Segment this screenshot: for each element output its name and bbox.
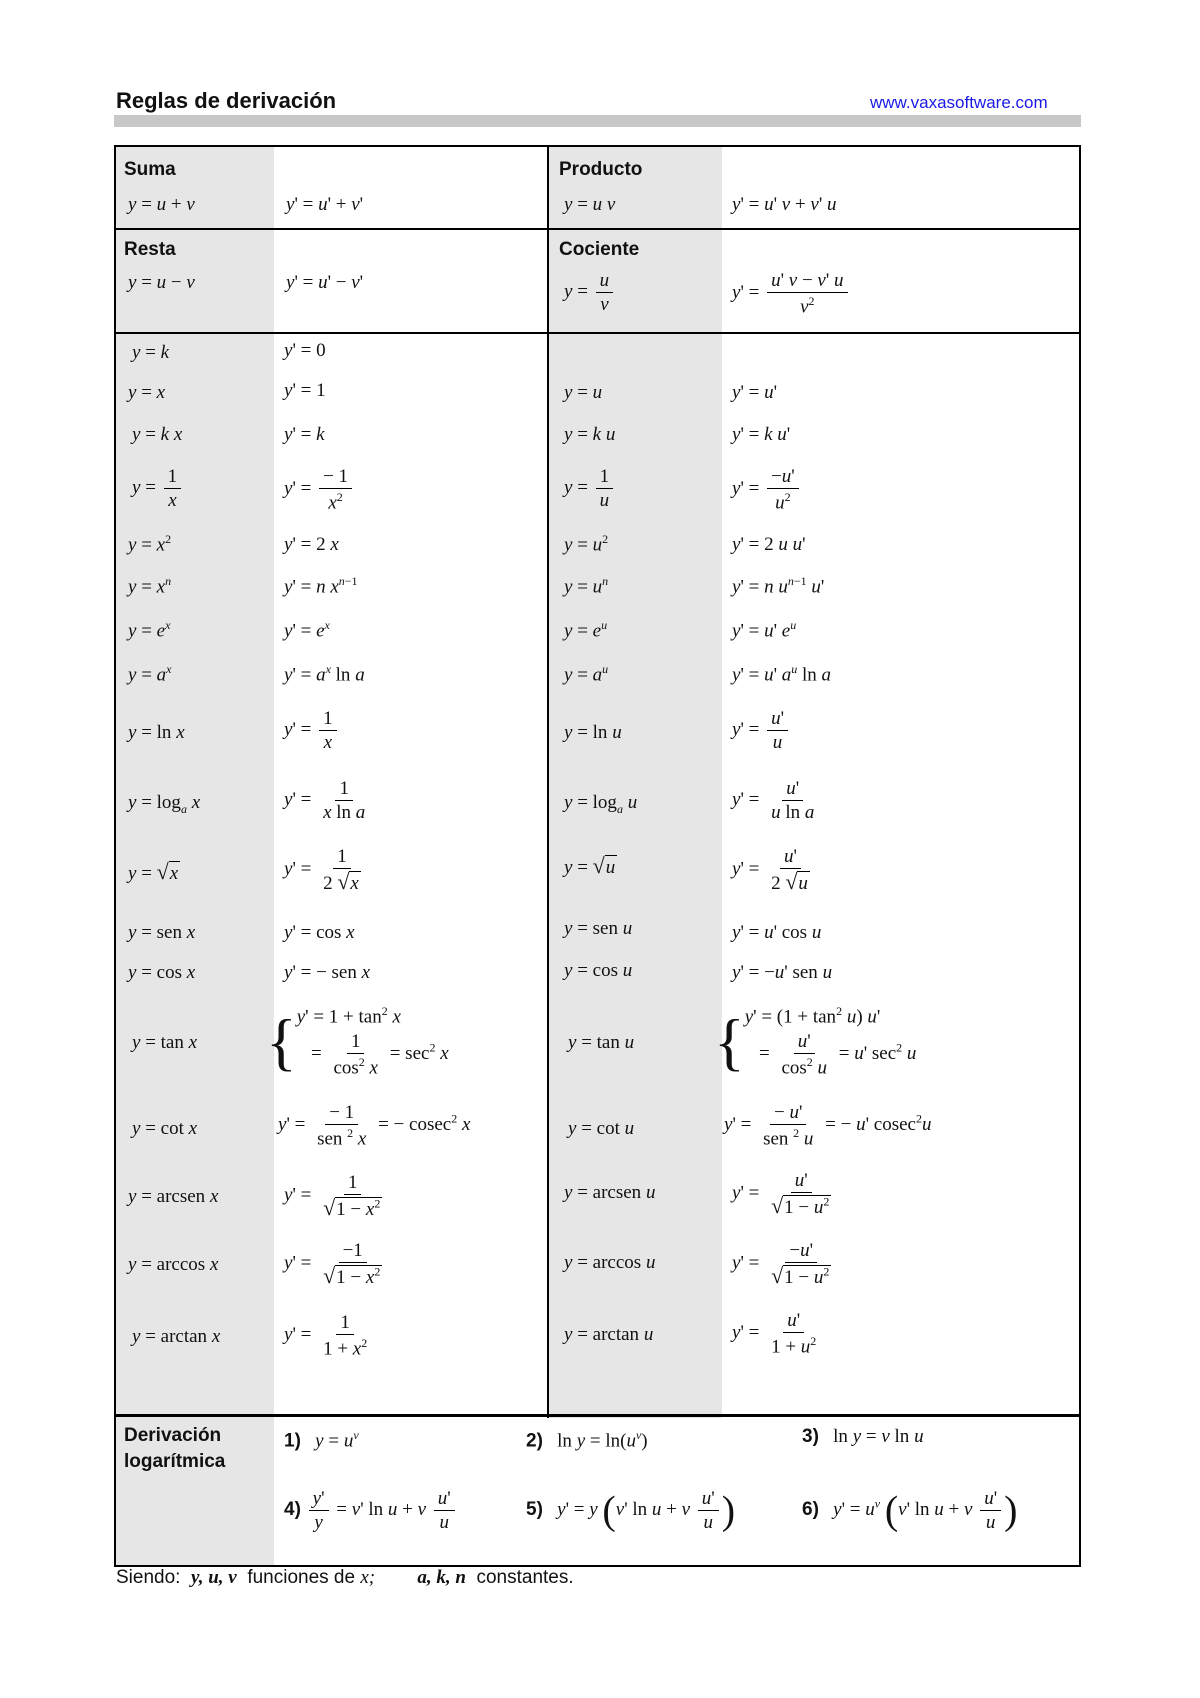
footer-functions: y, u, v — [191, 1567, 237, 1588]
footer-constants: a, k, n — [417, 1567, 466, 1588]
chain-arccos: y = arccos u — [564, 1252, 656, 1273]
chain-power-derivative: y' = n $u^{n-1}$ u' — [732, 574, 825, 598]
rule-cos: y = cos x — [128, 962, 196, 983]
chain-identity-derivative: y' = u' — [732, 382, 778, 403]
rule-power: $y = x^n$ — [128, 574, 172, 598]
rule-kx-derivative: y' = k — [284, 424, 325, 445]
chain-arcsin-derivative: y' = $\frac{u'}{√1 - u^2}$ — [732, 1170, 830, 1218]
log-step-5: 5) y' = y (v' ln u + v $\frac{u'}{u}$ ) — [526, 1487, 736, 1533]
rule-reciprocal: y = $\frac{1}{x}$ — [132, 467, 184, 510]
chain-arctan: y = arctan u — [564, 1324, 654, 1345]
rule-arctan: y = arctan x — [132, 1326, 221, 1347]
row-divider-1 — [116, 228, 1079, 230]
rule-sin-derivative: y' = cos x — [284, 922, 355, 943]
quotient-derivative: y' = $\frac{u' v - v' u}{v^2}$ — [732, 271, 851, 316]
chain-sqrt: y = √u — [564, 853, 616, 878]
quotient-heading: Cociente — [559, 239, 640, 260]
rule-cos-derivative: y' = − sen x — [284, 962, 371, 983]
chain-square-derivative: y' = 2 u u' — [732, 534, 806, 555]
rule-log: $y = \log_a x$ — [128, 792, 201, 816]
rule-arcsin: y = arcsen x — [128, 1186, 219, 1207]
footer-mid: funciones de — [247, 1567, 356, 1588]
page-title: Reglas de derivación — [116, 88, 337, 113]
left-label-column — [116, 147, 274, 1418]
chain-cot-derivative: y' = $\frac{- u'}{sen ^2 u}$ = − u' cosec$^2$u — [724, 1102, 932, 1150]
rule-arctan-derivative: y' = $\frac{1}{1 + x^2}$ — [284, 1312, 368, 1360]
rule-arcsin-derivative: y' = $\frac{1}{√1 - x^2}$ — [284, 1172, 381, 1220]
log-step-6: 6) $y' = u^v$ (v' ln u + v $\frac{u'}{u}$ ) — [802, 1487, 1018, 1533]
chain-cot: y = cot u — [568, 1118, 635, 1139]
log-step-4: 4) $\frac{y'}{y}$ = v' ln u + v $\frac{u'}{u}$ — [284, 1489, 458, 1532]
row-divider-3 — [116, 1414, 1079, 1417]
chain-log: $y = \log_a u$ — [564, 792, 638, 816]
chain-cos-derivative: y' = −u' sen u — [732, 962, 833, 983]
chain-reciprocal-derivative: y' = $\frac{-u'}{u^2}$ — [732, 467, 802, 512]
chain-sin-derivative: y' = u' cos u — [732, 922, 822, 943]
log-step-2: 2) $\ln y = \ln(u^v)$ — [526, 1428, 648, 1452]
footer-note — [116, 1567, 574, 1589]
chain-sin: y = sen u — [564, 918, 633, 939]
rule-ln-derivative: y' = $\frac{1}{x}$ — [284, 709, 340, 752]
chain-cos: y = cos u — [564, 960, 633, 981]
rule-arccos: y = arccos x — [128, 1254, 219, 1275]
product-derivative: y' = u' v + v' u — [732, 194, 837, 215]
chain-ku: y = k u — [564, 424, 616, 445]
log-diff-heading-1: Derivación — [124, 1425, 222, 1446]
sum-heading: Suma — [124, 159, 176, 180]
chain-ln-derivative: y' = $\frac{u'}{u}$ — [732, 709, 791, 752]
footer-var: x; — [360, 1567, 376, 1588]
center-divider — [547, 147, 549, 1418]
chain-tan: y = tan u — [568, 1032, 635, 1053]
rule-power-derivative: y' = n $x^{n-1}$ — [284, 574, 358, 598]
log-step-3: 3) ln y = v ln u — [802, 1426, 924, 1447]
difference-function: y = u − v — [128, 272, 195, 293]
rule-log-derivative: y' = $\frac{1}{\text{x ln a}}$ — [284, 778, 366, 823]
chain-general-exp: $y = a^u$ — [564, 662, 609, 686]
chain-general-exp-derivative: y' = u' $a^u$ ln a — [732, 662, 832, 686]
rule-identity-derivative: y' = 1 — [284, 380, 326, 401]
header-rule — [114, 115, 1081, 127]
rule-sqrt-derivative: y' = $\frac{1}{2 √x}$ — [284, 846, 359, 894]
chain-log-derivative: y' = $\frac{u'}{\text{u ln a}}$ — [732, 778, 815, 823]
rule-ln: y = ln x — [128, 722, 185, 743]
difference-heading: Resta — [124, 239, 176, 260]
chain-identity: y = u — [564, 382, 603, 403]
rule-exp: $y = e^x$ — [128, 618, 171, 642]
right-label-column — [549, 147, 722, 1418]
rule-cot: y = cot x — [132, 1118, 198, 1139]
difference-derivative: y' = u' − v' — [286, 272, 364, 293]
chain-sqrt-derivative: y' = $\frac{u'}{2 √u}$ — [732, 846, 808, 894]
rule-identity: y = x — [128, 382, 166, 403]
rule-tan-derivative: { $y' = 1 + \tan^2 x$ = $\frac{1}{\cos^2 x}$ = $\sec^2 x$ — [266, 1004, 449, 1079]
rule-constant-derivative: y' = 0 — [284, 340, 326, 361]
rule-reciprocal-derivative: y' = $\frac{- 1}{x^2}$ — [284, 467, 355, 512]
sum-function: y = u + v — [128, 194, 195, 215]
sum-derivative: y' = u' + v' — [286, 194, 364, 215]
rule-kx: y = k x — [132, 424, 183, 445]
rule-general-exp: $y = a^x$ — [128, 662, 172, 686]
chain-ku-derivative: y' = k u' — [732, 424, 791, 445]
chain-arccos-derivative: y' = $\frac{-u'}{√1 - u^2}$ — [732, 1240, 830, 1288]
product-heading: Producto — [559, 159, 643, 180]
rule-exp-derivative: $y' = e^x$ — [284, 618, 330, 642]
rule-cot-derivative: y' = $\frac{- 1}{sen ^2 x}$ = − cosec$^2$ x — [278, 1102, 471, 1150]
rule-constant: y = k — [132, 342, 170, 363]
rule-sin: y = sen x — [128, 922, 196, 943]
chain-arctan-derivative: y' = $\frac{u'}{1 + u^2}$ — [732, 1310, 817, 1358]
chain-square: $y = u^2$ — [564, 532, 609, 556]
rule-general-exp-derivative: $y' = a^x$ ln a — [284, 662, 365, 686]
chain-reciprocal: y = $\frac{1}{u}$ — [564, 467, 616, 510]
rule-arccos-derivative: y' = $\frac{-1}{√1 - x^2}$ — [284, 1240, 381, 1288]
chain-arcsin: y = arcsen u — [564, 1182, 656, 1203]
product-function: y = u v — [564, 194, 616, 215]
derivative-table — [114, 145, 1081, 1567]
chain-ln: y = ln u — [564, 722, 622, 743]
footer-tail: constantes. — [476, 1567, 574, 1588]
chain-tan-derivative: { $y' = (1 + \tan^2 u)$ u' = $\frac{u'}{\cos^2 u}$ = u' $\sec^2 u$ — [714, 1004, 917, 1079]
rule-square: $y = x^2$ — [128, 532, 172, 556]
chain-exp-derivative: y' = u' $e^u$ — [732, 618, 797, 642]
rule-sqrt: y = √x — [128, 859, 179, 884]
chain-exp: $y = e^u$ — [564, 618, 608, 642]
log-diff-heading-2: logarítmica — [124, 1451, 226, 1472]
chain-power: $y = u^n$ — [564, 574, 609, 598]
rule-tan: y = tan x — [132, 1032, 198, 1053]
quotient-function: y = $\frac{u}{v}$ — [564, 271, 616, 314]
log-step-1: 1) $y = u^v$ — [284, 1428, 359, 1452]
row-divider-2 — [116, 332, 1079, 334]
website-link[interactable]: www.vaxasoftware.com — [870, 93, 1048, 112]
footer-lead: Siendo: — [116, 1567, 181, 1588]
rule-square-derivative: y' = 2 x — [284, 534, 339, 555]
